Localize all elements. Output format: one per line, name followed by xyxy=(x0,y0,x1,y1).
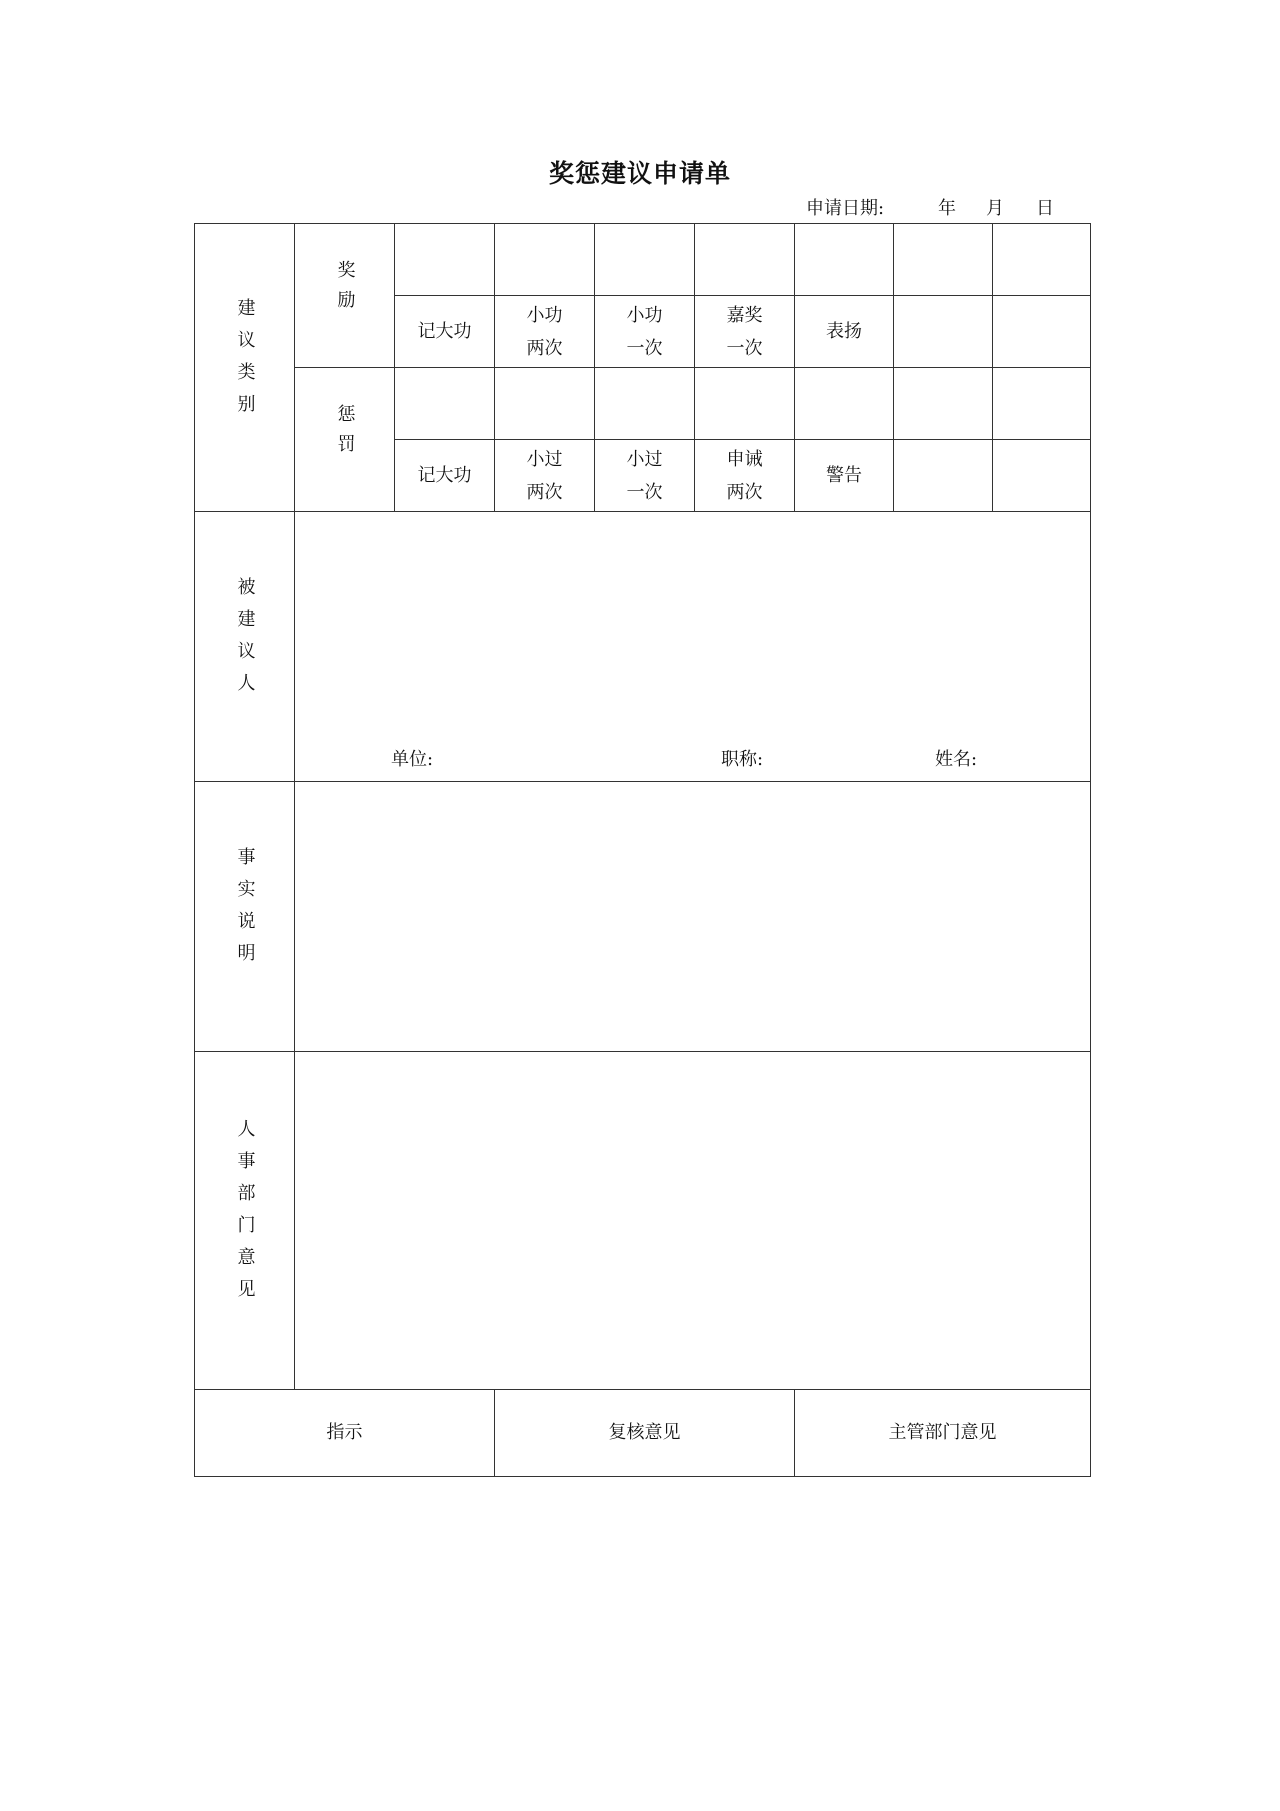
name-label: 姓名: xyxy=(935,749,978,770)
hr-opinion-cell[interactable] xyxy=(295,1052,1091,1390)
date-year-label: 年 xyxy=(938,198,956,219)
reward-check-7[interactable] xyxy=(993,224,1091,296)
reward-blank-2[interactable] xyxy=(993,296,1091,368)
category-label-cell xyxy=(195,224,295,512)
reward-label: 奖励 xyxy=(334,259,356,320)
penalty-option-reprimand-twice: 申诫两次 xyxy=(695,440,795,512)
reward-option-minor-merit-twice: 小功两次 xyxy=(495,296,595,368)
penalty-check-2[interactable] xyxy=(495,368,595,440)
reward-check-1[interactable] xyxy=(395,224,495,296)
penalty-check-4[interactable] xyxy=(695,368,795,440)
penalty-option-warning: 警告 xyxy=(795,440,894,512)
penalty-blank-1[interactable] xyxy=(894,440,993,512)
penalty-option-minor-once: 小过一次 xyxy=(595,440,695,512)
penalty-label: 惩罚 xyxy=(334,403,356,464)
penalty-option-minor-twice: 小过两次 xyxy=(495,440,595,512)
date-month-label: 月 xyxy=(986,198,1004,219)
penalty-option-major: 记大功 xyxy=(395,440,495,512)
hr-opinion-label: 人事部门意见 xyxy=(234,1118,256,1311)
penalty-check-7[interactable] xyxy=(993,368,1091,440)
facts-label-cell xyxy=(195,782,295,1052)
date-day-label: 日 xyxy=(1036,198,1054,219)
penalty-check-3[interactable] xyxy=(595,368,695,440)
penalty-check-6[interactable] xyxy=(894,368,993,440)
reward-option-praise: 表扬 xyxy=(795,296,894,368)
form-title: 奖惩建议申请单 xyxy=(548,159,731,188)
review-cell[interactable] xyxy=(495,1390,795,1477)
instruction-label: 指示 xyxy=(326,1422,363,1443)
facts-label: 事实说明 xyxy=(234,846,256,975)
penalty-check-5[interactable] xyxy=(795,368,894,440)
facts-content-cell[interactable] xyxy=(295,782,1091,1052)
nominee-info-cell[interactable] xyxy=(295,512,1091,782)
hr-label-cell xyxy=(195,1052,295,1390)
reward-check-4[interactable] xyxy=(695,224,795,296)
category-label: 建议类别 xyxy=(234,297,256,426)
dept-opinion-label: 主管部门意见 xyxy=(888,1422,997,1443)
penalty-check-1[interactable] xyxy=(395,368,495,440)
reward-option-major-merit: 记大功 xyxy=(395,296,495,368)
dept-opinion-cell[interactable] xyxy=(795,1390,1091,1477)
application-table xyxy=(194,223,1091,1477)
reward-check-3[interactable] xyxy=(595,224,695,296)
reward-check-5[interactable] xyxy=(795,224,894,296)
review-label: 复核意见 xyxy=(608,1422,681,1443)
reward-option-minor-merit-once: 小功一次 xyxy=(595,296,695,368)
reward-label-cell xyxy=(295,224,395,368)
nominee-label: 被建议人 xyxy=(234,576,256,705)
penalty-blank-2[interactable] xyxy=(993,440,1091,512)
instruction-cell[interactable] xyxy=(195,1390,495,1477)
unit-label: 单位: xyxy=(391,749,434,770)
reward-check-2[interactable] xyxy=(495,224,595,296)
reward-option-commendation: 嘉奖一次 xyxy=(695,296,795,368)
reward-check-6[interactable] xyxy=(894,224,993,296)
reward-blank-1[interactable] xyxy=(894,296,993,368)
job-title-label: 职称: xyxy=(721,749,764,770)
penalty-label-cell xyxy=(295,368,395,512)
date-label: 申请日期: xyxy=(806,198,885,219)
nominee-label-cell xyxy=(195,512,295,782)
